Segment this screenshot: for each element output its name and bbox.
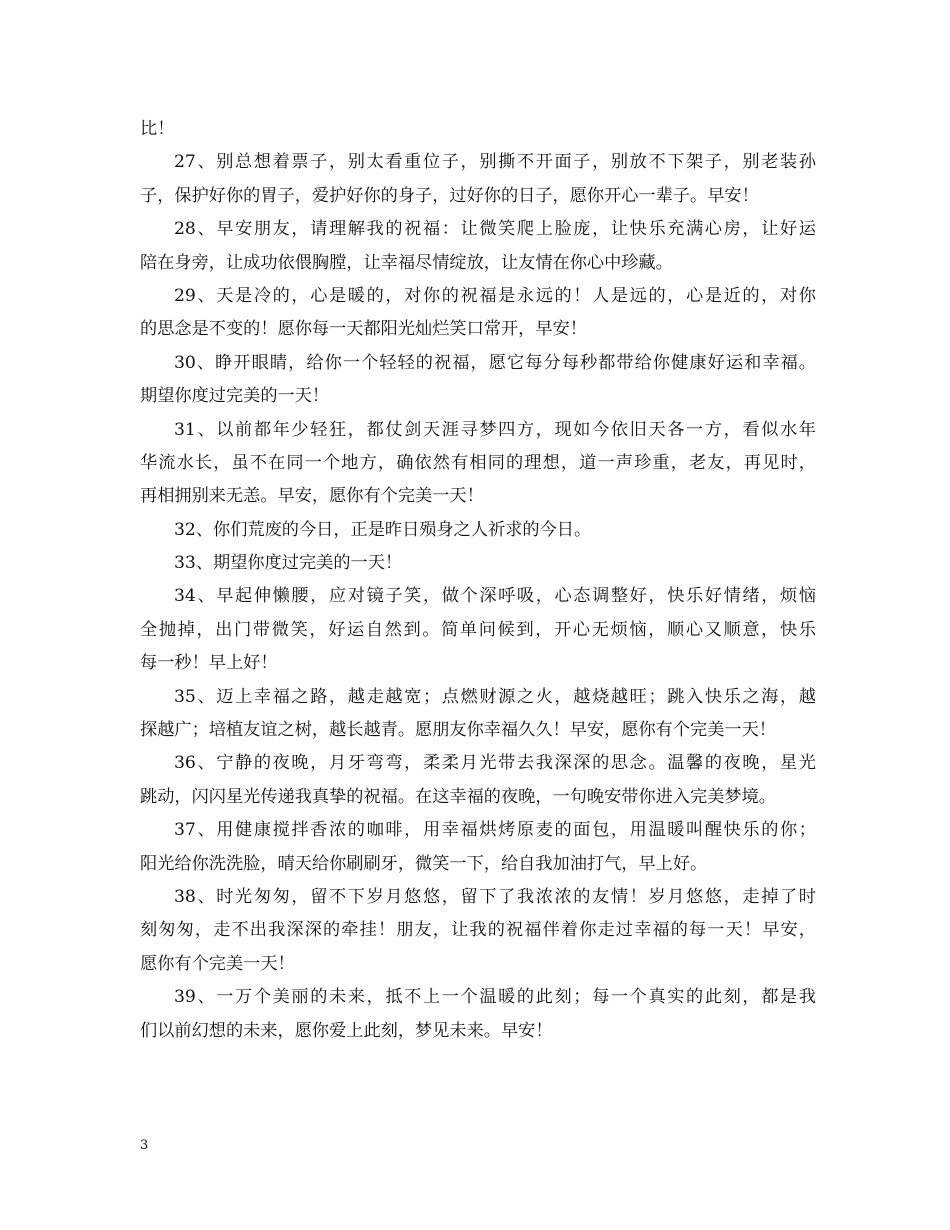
text-line: 比！ [140,119,175,139]
text-line: 全抛掉，出门带微笑，好运自然到。简单问候到，开心无烦恼，顺心又顺意，快乐 [140,619,816,640]
text-line: 31、以前都年少轻狂，都仗剑天涯寻梦四方，现如今依旧天各一方，看似水年 [174,419,816,440]
text-line: 29、天是冷的，心是暖的，对你的祝福是永远的！人是远的，心是近的，对你 [174,285,816,306]
text-line: 华流水长，虽不在同一个地方，确依然有相同的理想，道一声珍重，老友，再见时， [140,452,816,473]
text-line: 27、别总想着票子，别太看重位子，别撕不开面子，别放不下架子，别老装孙 [174,152,816,173]
text-line: 探越广；培植友谊之树，越长越青。愿朋友你幸福久久！早安，愿你有个完美一天！ [140,720,776,741]
text-line: 陪在身旁，让成功依偎胸膛，让幸福尽情绽放，让友情在你心中珍藏。 [140,252,673,273]
text-line: 35、迈上幸福之路，越走越宽；点燃财源之火，越烧越旺；跳入快乐之海，越 [174,686,816,707]
text-line: 阳光给你洗洗脸，晴天给你刷刷牙，微笑一下，给自我加油打气，早上好。 [140,853,708,874]
text-line: 期望你度过完美的一天！ [140,386,330,407]
text-line: 37、用健康搅拌香浓的咖啡，用幸福烘烤原麦的面包，用温暖叫醒快乐的你； [174,820,816,841]
text-line: 33、期望你度过完美的一天！ [174,553,403,574]
text-line: 再相拥别来无恙。早安，愿你有个完美一天！ [140,486,484,507]
text-line: 39、一万个美丽的未来，抵不上一个温暖的此刻；每一个真实的此刻，都是我 [174,987,816,1008]
text-line: 30、睁开眼睛，给你一个轻轻的祝福，愿它每分每秒都带给你健康好运和幸福。 [174,352,816,373]
text-line: 38、时光匆匆，留不下岁月悠悠，留下了我浓浓的友情！岁月悠悠，走掉了时 [174,886,816,907]
page-number: 3 [140,1138,149,1153]
text-line: 32、你们荒废的今日，正是昨日殒身之人祈求的今日。 [174,519,592,540]
text-line: 跳动，闪闪星光传递我真挚的祝福。在这幸福的夜晚，一句晚安带你进入完美梦境。 [140,786,776,807]
text-line: 36、宁静的夜晚，月牙弯弯，柔柔月光带去我深深的思念。温馨的夜晚，星光 [174,753,816,774]
text-line: 刻匆匆，走不出我深深的牵挂！朋友，让我的祝福伴着你走过幸福的每一天！早安， [140,920,816,941]
text-line: 28、早安朋友，请理解我的祝福：让微笑爬上脸庞，让快乐充满心房，让好运 [174,219,816,240]
text-line: 的思念是不变的！愿你每一天都阳光灿烂笑口常开，早安！ [140,319,587,340]
text-line: 每一秒！早上好！ [140,653,278,674]
text-line: 愿你有个完美一天！ [140,953,295,974]
document-body [140,113,816,1048]
text-line: 子，保护好你的胃子，爱护好你的身子，过好你的日子，愿你开心一辈子。早安！ [140,185,759,206]
text-line: 34、早起伸懒腰，应对镜子笑，做个深呼吸，心态调整好，快乐好情绪，烦恼 [174,586,816,607]
text-line: 们以前幻想的未来，愿你爱上此刻，梦见未来。早安！ [140,1020,553,1041]
